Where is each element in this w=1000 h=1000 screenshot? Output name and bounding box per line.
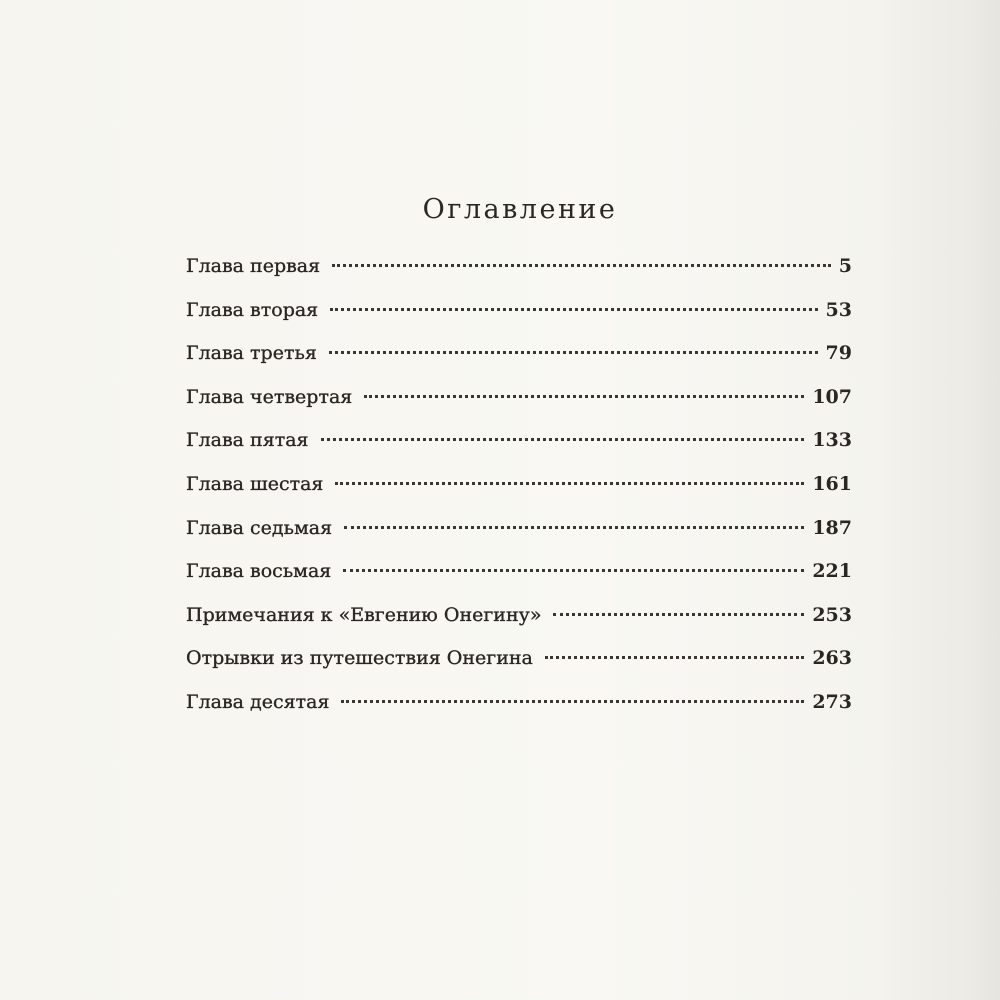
toc-entry-page: 5 [838, 255, 852, 277]
dot-leader [332, 264, 831, 267]
toc-entry [186, 560, 852, 604]
toc-entry [186, 429, 852, 473]
page-title: Оглавление [422, 194, 618, 225]
toc-entry-label: Глава вторая [186, 298, 319, 321]
toc-entry-label: Глава третья [186, 342, 317, 365]
dot-leader [321, 438, 805, 441]
toc-entry-label: Глава восьмая [186, 560, 332, 583]
toc-entry [186, 473, 852, 517]
toc-entry [186, 647, 852, 691]
dot-leader [343, 569, 804, 572]
dot-leader [330, 308, 817, 311]
toc-entry-label: Отрывки из путешествия Онегина [186, 647, 533, 670]
toc-entry-label: Глава десятая [186, 690, 330, 713]
toc-entry-page: 263 [812, 647, 852, 670]
dot-leader [335, 482, 804, 485]
toc-entry-page: 253 [812, 603, 852, 626]
toc-entry-page: 107 [812, 385, 852, 408]
toc-entry [186, 299, 852, 343]
dot-leader [344, 526, 804, 529]
toc-entry-label: Глава четвертая [186, 385, 353, 408]
toc-entry-page: 133 [812, 429, 852, 452]
toc-entry-page: 79 [825, 342, 852, 365]
dot-leader [545, 656, 804, 659]
toc-entry-page: 53 [825, 298, 852, 321]
toc-entry [186, 517, 852, 561]
toc-entry-label: Примечания к «Евгению Онегину» [186, 603, 542, 626]
dot-leader [364, 395, 804, 398]
page-edge-shadow [885, 0, 1000, 1000]
dot-leader [341, 700, 804, 703]
toc-entry-label: Глава седьмая [186, 516, 333, 539]
toc-entry-page: 161 [812, 472, 852, 495]
toc-entry-label: Глава шестая [186, 472, 324, 495]
toc-entry-page: 187 [812, 516, 852, 539]
toc-entry-label: Глава первая [186, 255, 321, 277]
dot-leader [329, 351, 818, 354]
toc-entry [186, 691, 852, 735]
toc-entry [186, 386, 852, 430]
toc-entry [186, 342, 852, 386]
dot-leader [553, 613, 804, 616]
toc-entry [186, 255, 852, 299]
table-of-contents [186, 255, 852, 735]
toc-entry-page: 221 [812, 560, 852, 583]
toc-entry-page: 273 [812, 690, 852, 713]
toc-entry-label: Глава пятая [186, 429, 309, 452]
toc-entry [186, 604, 852, 648]
